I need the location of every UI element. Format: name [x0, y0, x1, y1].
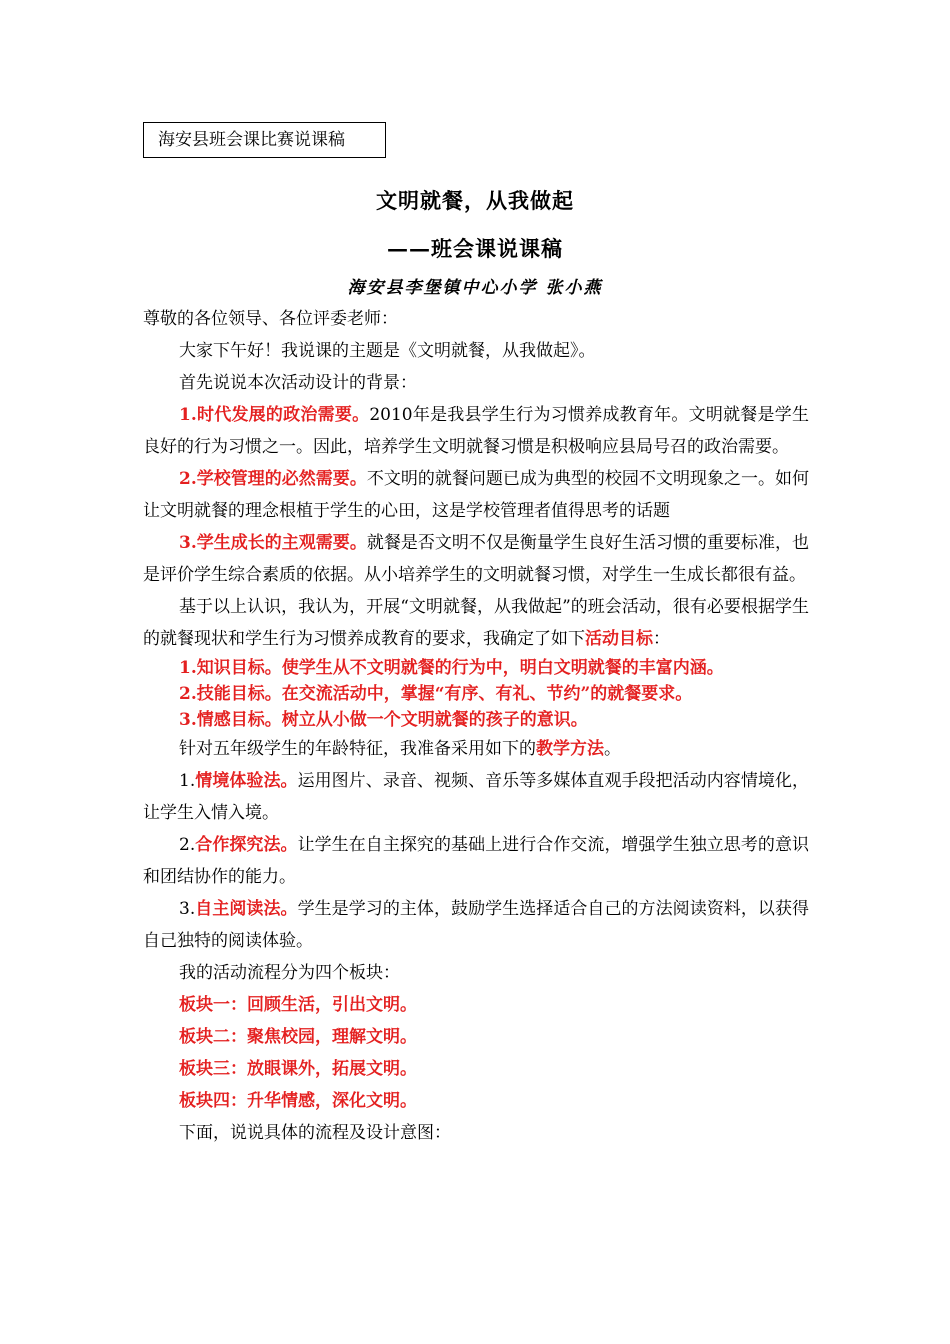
goal-item: 1.知识目标。使学生从不文明就餐的行为中，明白文明就餐的丰富内涵。	[179, 658, 724, 678]
block-item: 板块二：聚焦校园，理解文明。	[179, 1027, 417, 1047]
background-intro: 首先说说本次活动设计的背景：	[179, 373, 417, 393]
methods-lead-key: 教学方法	[536, 739, 604, 759]
methods-lead-end: 。	[604, 739, 621, 759]
background-label: 2.学校管理的必然需要。	[179, 469, 367, 489]
goals-lead	[143, 591, 809, 655]
goal-item: 3.情感目标。树立从小做一个文明就餐的孩子的意识。	[179, 710, 588, 730]
method-number: 2.	[179, 835, 196, 855]
background-text: 2010年是我县学生行为习惯养成教育年。文明就餐是学生良好的行为习惯之一。因此，培养学生文明就餐习惯是积极响应县局号召的政治需要。	[143, 405, 810, 457]
method-text: 运用图片、录音、视频、音乐等多媒体直观手段把活动内容情境化，让学生入情入境。	[143, 771, 809, 823]
method-label: 合作探究法。	[195, 835, 298, 855]
greeting: 尊敬的各位领导、各位评委老师：	[143, 309, 398, 329]
method-text: 学生是学习的主体，鼓励学生选择适合自己的方法阅读资料，以获得自己独特的阅读体验。	[143, 899, 809, 951]
block-item: 板块三：放眼课外，拓展文明。	[179, 1059, 417, 1079]
methods-lead-text: 针对五年级学生的年龄特征，我准备采用如下的	[179, 739, 536, 759]
block-item: 板块四：升华情感，深化文明。	[179, 1091, 417, 1111]
background-label: 1.时代发展的政治需要。	[179, 405, 370, 425]
goal-item: 2.技能目标。在交流活动中，掌握“有序、有礼、节约”的就餐要求。	[179, 684, 693, 704]
method-item	[143, 829, 809, 893]
header-tag-box	[143, 122, 386, 158]
goals-lead-text: 基于以上认识，我认为，开展“文明就餐，从我做起”的班会活动，很有必要根据学生的就餐现状和学生行为习惯养成教育的要求，我确定了如下	[143, 597, 809, 649]
methods-lead	[143, 733, 809, 765]
method-number: 1.	[179, 771, 196, 791]
goals-lead-end: ：	[653, 629, 670, 649]
method-label: 情境体验法。	[195, 771, 298, 791]
method-text: 让学生在自主探究的基础上进行合作交流，增强学生独立思考的意识和团结协作的能力。	[143, 835, 809, 887]
document-subtitle: ——班会课说课稿	[387, 236, 563, 261]
flow-lead: 我的活动流程分为四个板块：	[179, 963, 400, 983]
background-text: 不文明的就餐问题已成为典型的校园不文明现象之一。如何让文明就餐的理念根植于学生的心田，这是学校管理者值得思考的话题	[143, 469, 810, 521]
author-line: 海安县李堡镇中心小学 张小燕	[347, 278, 603, 298]
goals-lead-key: 活动目标	[585, 629, 653, 649]
background-item	[143, 463, 809, 527]
method-number: 3.	[179, 899, 196, 919]
closing-line: 下面，说说具体的流程及设计意图：	[179, 1123, 451, 1143]
intro-paragraph: 大家下午好！我说课的主题是《文明就餐，从我做起》。	[179, 341, 596, 361]
background-item	[143, 399, 809, 463]
method-item	[143, 765, 809, 829]
document-body	[143, 303, 809, 1149]
header-tag: 海安县班会课比赛说课稿	[158, 130, 345, 150]
background-label: 3.学生成长的主观需要。	[179, 533, 367, 553]
background-text: 就餐是否文明不仅是衡量学生良好生活习惯的重要标准，也是评价学生综合素质的依据。从小培养学生的文明就餐习惯，对学生一生成长都很有益。	[143, 533, 810, 585]
method-item	[143, 893, 809, 957]
background-item	[143, 527, 809, 591]
document-title: 文明就餐，从我做起	[376, 188, 574, 213]
block-item: 板块一：回顾生活，引出文明。	[179, 995, 417, 1015]
method-label: 自主阅读法。	[195, 899, 298, 919]
